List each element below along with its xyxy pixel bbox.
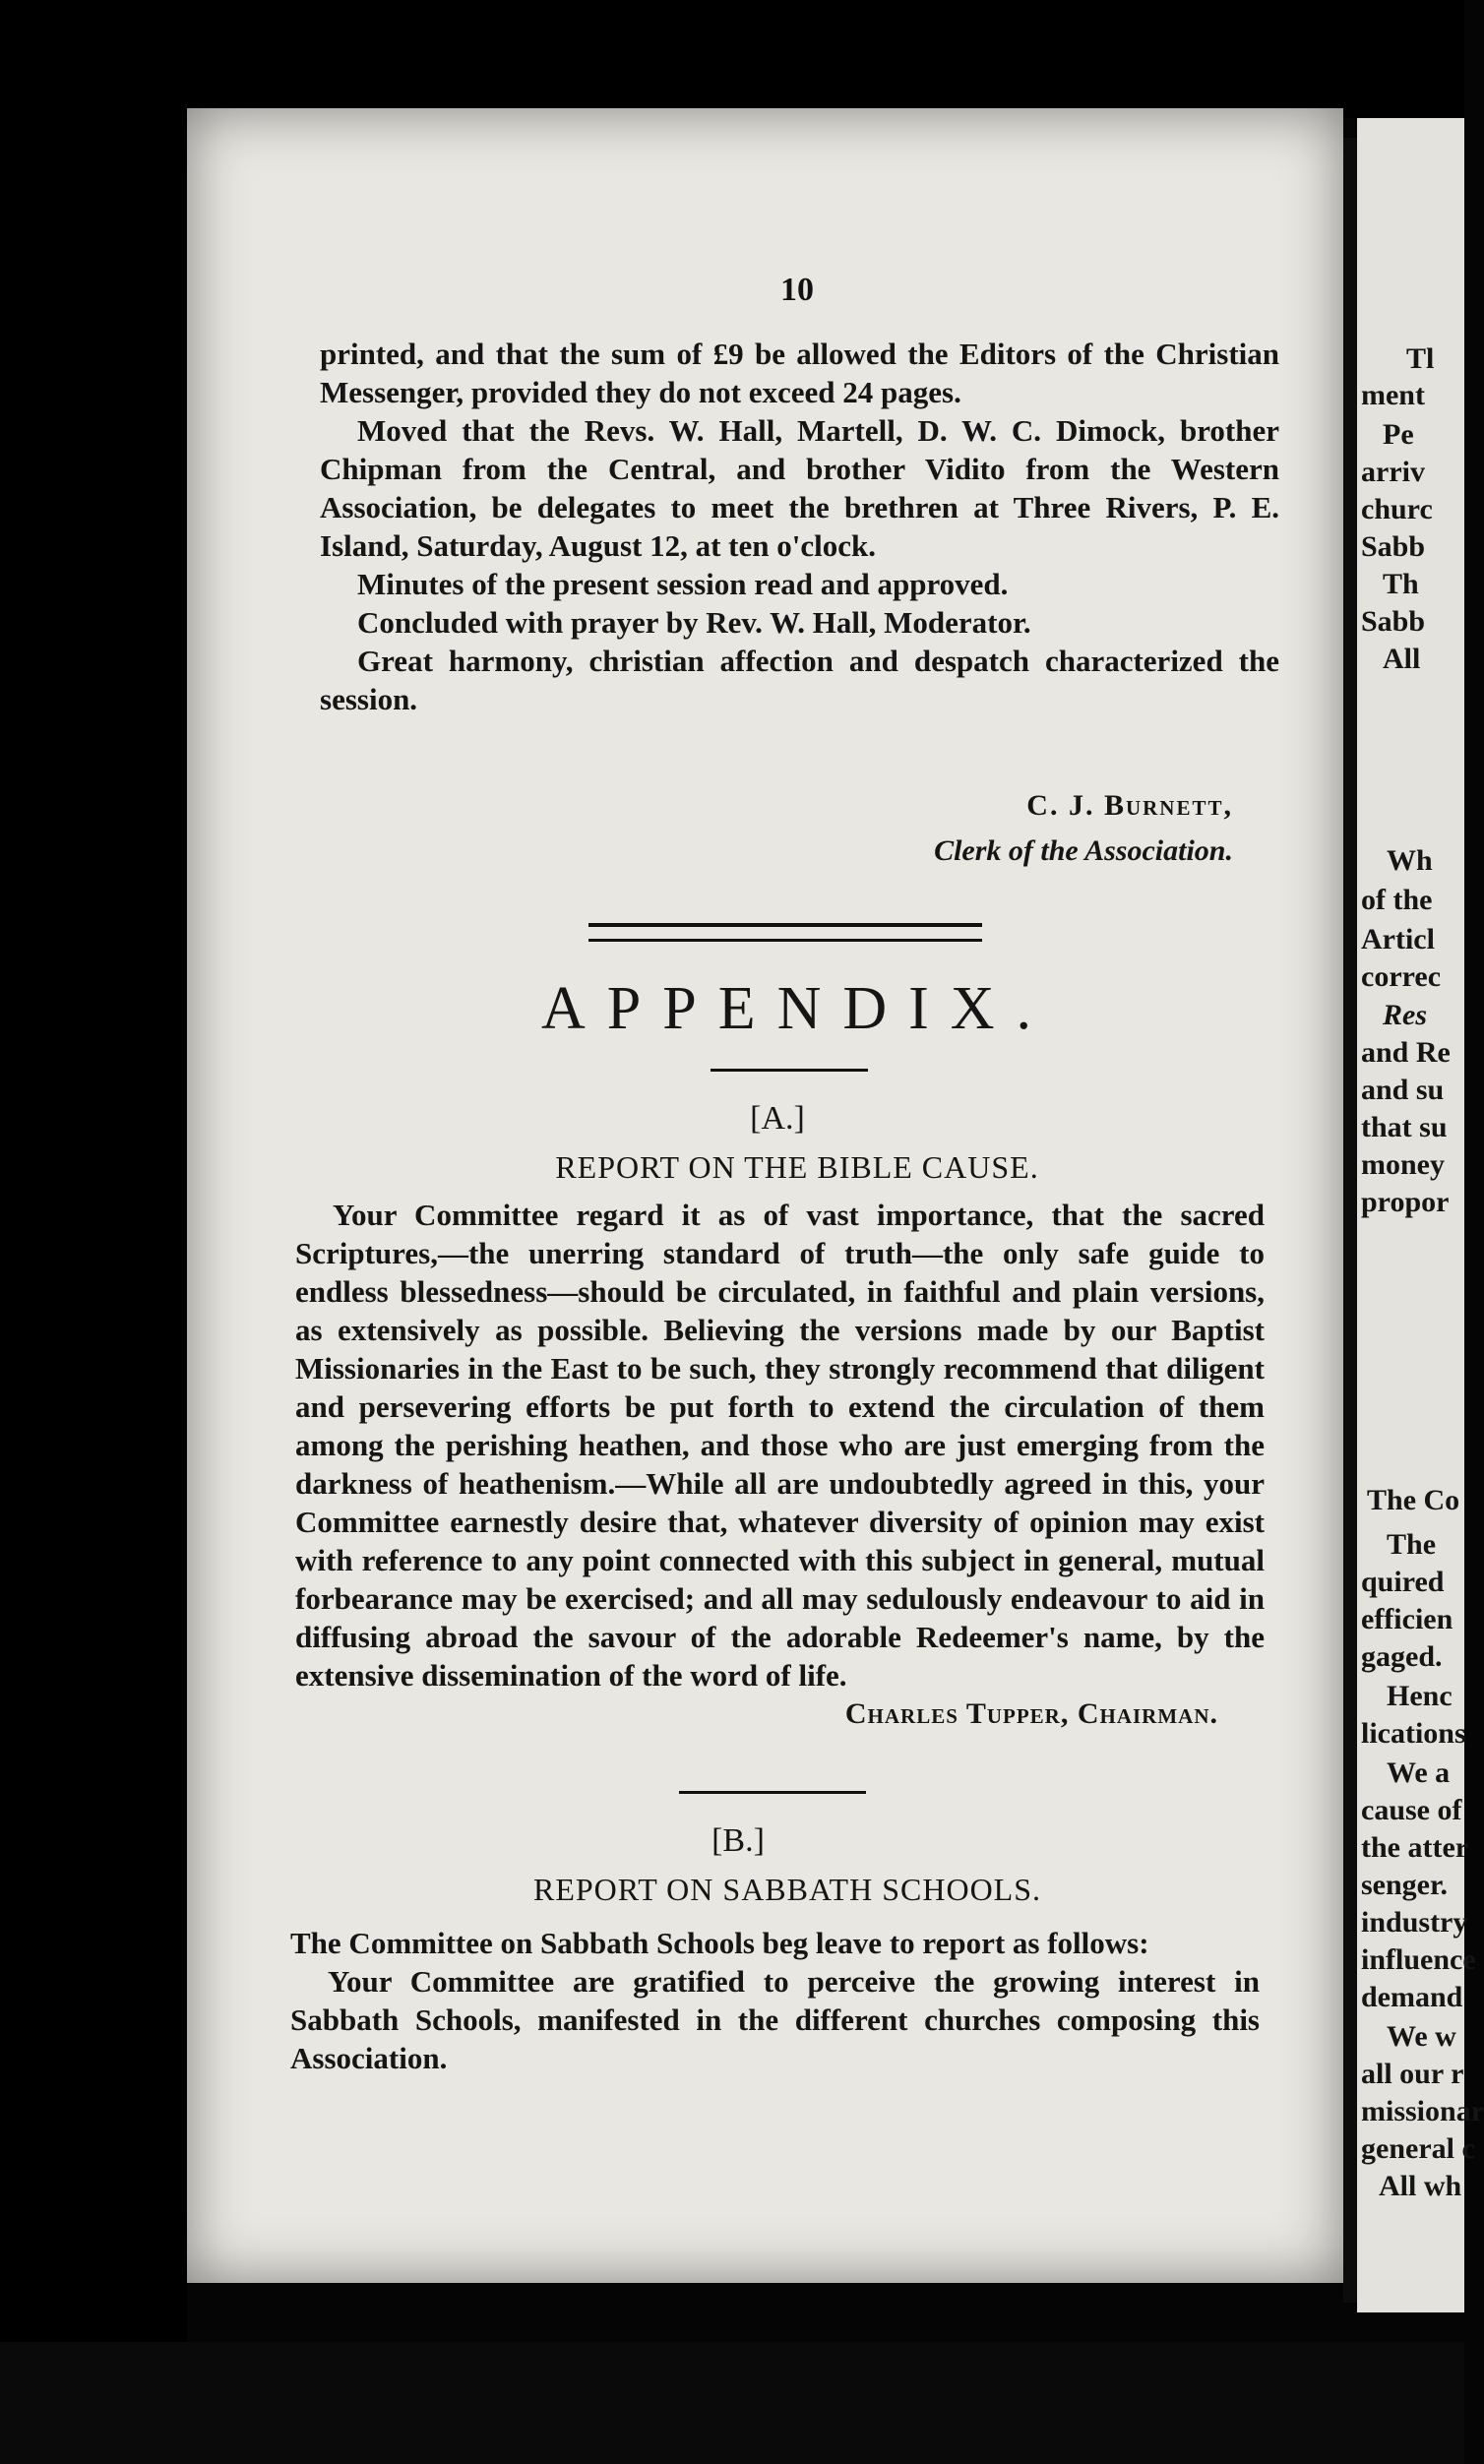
facing-line: Wh — [1387, 844, 1433, 877]
section-b-label: [B.] — [711, 1822, 765, 1859]
section-b-text — [290, 1924, 1260, 2077]
facing-page — [1357, 118, 1484, 2312]
section-a-label: [A.] — [750, 1100, 805, 1137]
page-number: 10 — [780, 272, 814, 308]
scan-border-top — [0, 0, 1464, 118]
facing-line: We a — [1387, 1756, 1451, 1789]
facing-line: churc — [1361, 493, 1433, 525]
facing-line: general c — [1361, 2132, 1475, 2165]
facing-line: senger. — [1361, 1869, 1449, 1901]
facing-line: money — [1361, 1148, 1445, 1181]
facing-line: missionar — [1361, 2095, 1484, 2127]
facing-line: efficien — [1361, 1603, 1453, 1635]
facing-line: the atter — [1361, 1831, 1469, 1864]
facing-line: and su — [1361, 1074, 1445, 1106]
facing-line: and Re — [1361, 1036, 1451, 1069]
facing-line: Henc — [1387, 1680, 1453, 1712]
facing-line: influence — [1361, 1943, 1476, 1976]
section-b-heading: REPORT ON SABBATH SCHOOLS. — [532, 1872, 1042, 1907]
facing-line: Sabb — [1361, 530, 1426, 563]
facing-line: All — [1383, 643, 1421, 675]
facing-line: All wh — [1379, 2170, 1462, 2202]
facing-line: demand — [1361, 1981, 1463, 2013]
facing-line: gaged. — [1361, 1640, 1443, 1673]
facing-line: cause of — [1361, 1794, 1462, 1826]
chairman-signature: Charles Tupper, Chairman. — [844, 1697, 1218, 1730]
minutes-text — [320, 335, 1279, 718]
section-divider — [588, 923, 982, 942]
scan-border-bottom — [0, 2342, 1464, 2464]
minutes-line: Minutes of the present session read and approved. — [357, 567, 1009, 601]
facing-line: Res — [1383, 999, 1427, 1031]
section-a-heading: REPORT ON THE BIBLE CAUSE. — [555, 1149, 1039, 1185]
section-a-end-rule — [679, 1791, 866, 1794]
facing-line: We w — [1387, 2020, 1456, 2053]
facing-line: industry — [1361, 1906, 1468, 1939]
facing-line: Sabb — [1361, 605, 1426, 638]
facing-line: Tl — [1406, 342, 1435, 375]
sabbath-schools-report: Your Committee are gratified to perceive the growing interest in Sabbath Schools, manifested in the different churches composing this Association. — [290, 1964, 1260, 2075]
facing-line: The — [1387, 1528, 1437, 1561]
appendix-rule — [711, 1069, 868, 1072]
facing-line: arriv — [1361, 456, 1425, 488]
appendix-title: APPENDIX. — [540, 975, 1054, 1042]
bible-cause-report: Your Committee regard it as of vast importance, that the sacred Scriptures,—the unerring standard of truth—the only safe guide to endless blessedness—should be circulated, in faithful and plain versions, as extensively as possible. Believing the versions made by our Baptist Missionaries in the East to be such, they strongly recommend that diligent and persevering efforts be put forth to extend the circulation of them among the perishing heathen, and those who are just emerging from the darkness of heathenism.—While all are undoubtedly agreed in this, your Committee earnestly desire that, whatever diversity of opinion may exist with reference to any point connected with this subject in general, mutual forbearance may be exercised; and all may sedulously endeavour to aid in diffusing abroad the savour of the adorable Redeemer's name, by the extensive dissemination of the word of life. — [295, 1198, 1265, 1693]
facing-line: lications — [1361, 1717, 1466, 1750]
facing-line: propor — [1361, 1186, 1450, 1218]
harmony-line: Great harmony, christian affection and despatch characterized the session. — [320, 644, 1279, 716]
section-a-text — [295, 1196, 1265, 1694]
facing-line: that su — [1361, 1111, 1448, 1143]
facing-line: Articl — [1361, 923, 1435, 955]
facing-line: quired — [1361, 1566, 1445, 1598]
concluded-line: Concluded with prayer by Rev. W. Hall, Moderator. — [357, 605, 1031, 640]
opening-paragraph: printed, and that the sum of £9 be allowed the Editors of the Christian Messenger, provided they do not exceed 24 pages. — [320, 337, 1279, 409]
facing-line: all our r — [1361, 2058, 1464, 2090]
facing-line: Th — [1383, 568, 1419, 600]
clerk-signature-name: C. J. Burnett, — [1026, 789, 1233, 822]
scan-border-left — [0, 0, 187, 2464]
sabbath-schools-intro: The Committee on Sabbath Schools beg leave to report as follows: — [290, 1926, 1149, 1960]
facing-line: Pe — [1383, 418, 1414, 451]
facing-line: correc — [1361, 960, 1442, 993]
moved-paragraph: Moved that the Revs. W. Hall, Martell, D. W. C. Dimock, brother Chipman from the Central, and brother Vidito from the Western Association, be delegates to meet the brethren at Three Rivers, P. E. Island, Saturday, August 12, at ten o'clock. — [320, 413, 1279, 563]
facing-line: The Co — [1367, 1484, 1460, 1516]
clerk-signature-title: Clerk of the Association. — [934, 834, 1233, 867]
facing-line: ment — [1361, 379, 1425, 411]
book-gutter — [1343, 138, 1357, 2303]
facing-line: of the — [1361, 884, 1433, 916]
